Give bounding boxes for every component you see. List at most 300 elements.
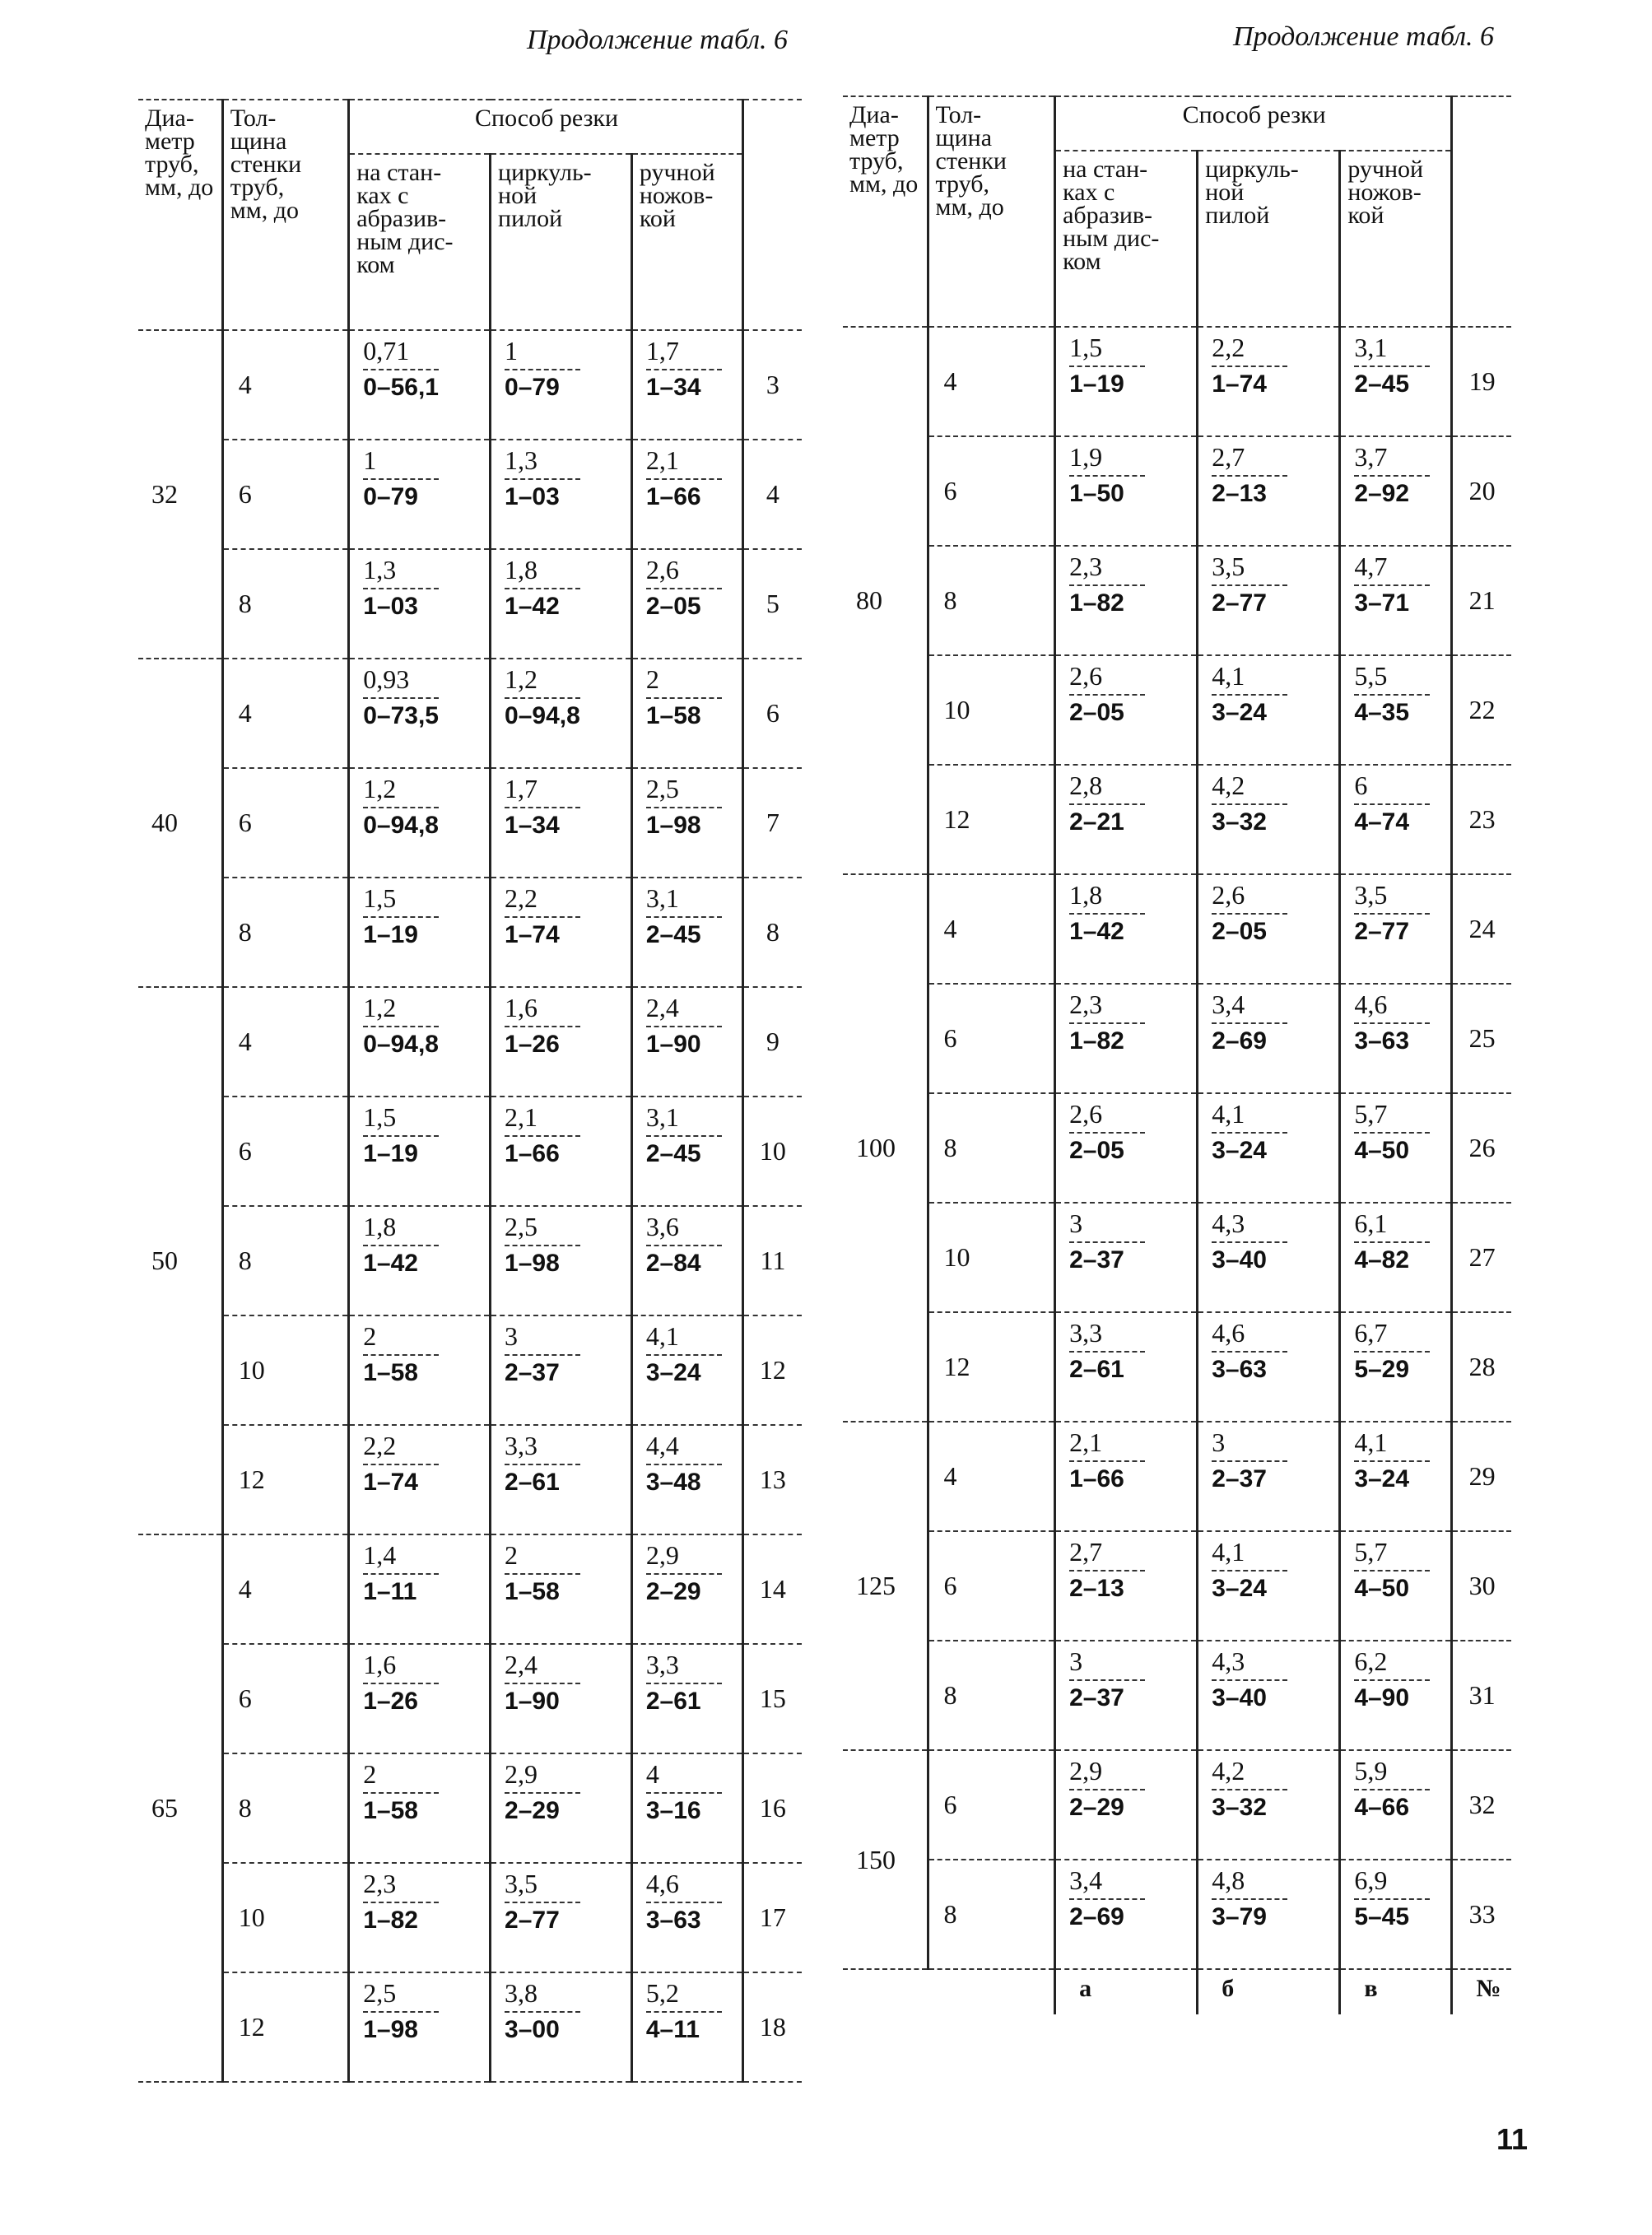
denominator: 2–84 [645,1250,701,1277]
numerator: 3 [1212,1427,1226,1457]
thickness-cell: 8 [928,1093,1055,1203]
denominator: 1–98 [645,812,701,839]
row-number: 25 [1452,984,1511,1093]
numerator: 4,1 [1212,661,1245,691]
row-number: 20 [1452,436,1511,546]
denominator: 1–11 [363,1578,417,1605]
value-cell-a [349,1315,491,1425]
value-cell-b [491,1206,632,1315]
fraction-line [646,1902,722,1903]
thickness-cell: 12 [928,765,1055,874]
numerator: 2 [363,1321,377,1351]
fraction-line [646,1464,722,1465]
numerator: 6,7 [1354,1318,1388,1348]
denominator: 1–74 [1212,370,1267,398]
fraction-line [363,1683,439,1684]
table-row [843,1203,1511,1312]
value-cell-c [631,1644,742,1753]
fraction-line [1212,1679,1287,1681]
row-number: 12 [742,1315,802,1425]
fraction-line [363,1464,439,1465]
value-cell-b [491,1972,632,2082]
row-number: 3 [766,370,779,399]
fraction-line [1354,913,1430,915]
table-row [843,1531,1511,1641]
denominator: 1–58 [645,702,701,729]
value-cell-c [631,987,742,1097]
numerator: 5,7 [1354,1099,1388,1129]
denominator: 1–82 [1069,589,1124,617]
numerator: 3 [505,1321,519,1351]
denominator: 5–29 [1354,1356,1410,1383]
fraction-line [505,1245,580,1246]
denominator: 1–03 [505,483,560,510]
diameter-cell: 125 [843,1422,928,1750]
denominator: 2–77 [1354,918,1410,945]
value-cell-b [1198,984,1340,1093]
fraction-line [1069,366,1145,367]
fraction-line [505,1902,580,1903]
denominator: 2–61 [645,1688,701,1715]
numerator: 2,2 [1212,333,1245,362]
denominator: 3–32 [1212,808,1267,836]
numerator: 1,3 [363,555,397,584]
numerator: 3,1 [1354,333,1388,362]
denominator: 4–11 [645,2016,700,2043]
fraction-line [363,697,439,699]
table-row [843,1093,1511,1203]
fraction-line [363,1573,439,1575]
numerator: 2,6 [1069,661,1103,691]
fraction-line [1354,803,1430,805]
row-number: 22 [1452,655,1511,765]
table-row [843,546,1511,655]
denominator: 1–19 [363,1140,418,1167]
denominator: 3–71 [1354,589,1410,617]
numerator: 2,1 [645,445,679,475]
value-cell-a [349,768,491,878]
value-cell-c [1340,655,1452,765]
value-cell-a [1055,984,1198,1093]
value-cell-a [349,330,491,440]
numerator: 4,7 [1354,552,1388,581]
fraction-line [1354,1898,1430,1900]
table-row [843,1860,1511,1969]
denominator: 3–24 [1212,699,1267,726]
denominator: 1–98 [505,1250,560,1277]
table-row [138,1644,802,1753]
numerator: 2,4 [505,1650,538,1679]
numerator: 2,3 [1069,552,1103,581]
value-cell-b [1198,327,1340,436]
row-number: 23 [1452,765,1511,874]
value-cell-b [491,768,632,878]
diameter-cell: 65 [138,1534,222,2082]
denominator: 2–13 [1069,1575,1124,1602]
numerator: 6 [1354,771,1368,800]
numerator: 6,2 [1354,1646,1388,1676]
row-number: 19 [1468,366,1496,396]
numerator: 2,9 [645,1540,679,1570]
denominator: 1–90 [645,1031,701,1058]
numerator: 4,3 [1212,1646,1245,1676]
value-cell-c [1340,984,1452,1093]
value-cell-c [1340,1203,1452,1312]
denominator: 2–69 [1069,1903,1124,1930]
table-row [843,1312,1511,1422]
table-row [138,1097,802,1206]
value-cell-a [1055,436,1198,546]
fraction-line [505,478,580,480]
numerator: 2,3 [1069,989,1103,1019]
numerator: 0,93 [363,664,410,694]
thickness-cell: 4 [222,659,348,768]
denominator: 2–29 [1069,1794,1124,1821]
value-cell-a [349,440,491,549]
numerator: 1,3 [505,445,538,475]
denominator: 1–58 [363,1797,418,1824]
denominator: 0–94,8 [505,702,580,729]
value-cell-b [491,1425,632,1534]
row-number: 16 [742,1753,802,1863]
fraction-line [363,1135,439,1137]
numerator: 2,9 [505,1759,538,1789]
thickness-cell: 4 [222,1534,348,1644]
value-cell-a [349,1206,491,1315]
header-method: Способ резки [349,100,743,154]
thickness-cell: 6 [928,1531,1055,1641]
denominator: 2–29 [505,1797,560,1824]
value-cell-c [1340,1531,1452,1641]
thickness-cell: 4 [928,327,1055,436]
fraction-line [363,2011,439,2013]
value-cell-c [1340,765,1452,874]
header-method-circular: циркуль- ной пилой [1198,151,1340,327]
denominator: 3–24 [1212,1137,1267,1164]
value-cell-a [1055,1422,1198,1531]
numerator: 1,6 [505,993,538,1022]
denominator: 1–74 [505,921,560,948]
thickness-cell: 12 [222,1972,348,2082]
thickness-cell: 12 [222,1425,348,1534]
value-cell-b [1198,874,1340,984]
thickness-cell: 8 [222,549,348,659]
thickness-cell: 8 [222,878,348,987]
fraction-line [363,1245,439,1246]
numerator: 3 [1069,1208,1083,1238]
table-row [843,874,1511,984]
fraction-line [1212,1460,1287,1462]
denominator: 2–45 [645,1140,701,1167]
denominator: 3–79 [1212,1903,1267,1930]
value-cell-b [1198,1750,1340,1860]
value-cell-a [1055,874,1198,984]
denominator: 1–42 [505,593,560,620]
thickness-cell: 12 [928,1312,1055,1422]
value-cell-a [1055,1531,1198,1641]
fraction-line [1069,584,1145,586]
fraction-line [1354,1351,1430,1353]
fraction-line [646,1354,722,1356]
value-cell-b [1198,1203,1340,1312]
table-row [138,1315,802,1425]
denominator: 2–61 [1069,1356,1124,1383]
value-cell-c [1340,1860,1452,1969]
value-cell-b [1198,546,1340,655]
value-cell-a [1055,1750,1198,1860]
value-cell-c [631,1315,742,1425]
fraction-line [1354,1241,1430,1243]
fraction-line [646,807,722,808]
row-number: 14 [742,1534,802,1644]
row-number: 32 [1452,1750,1511,1860]
denominator: 3–40 [1212,1246,1267,1273]
denominator: 2–92 [1354,480,1410,507]
fraction-line [1212,366,1287,367]
numerator: 3,1 [645,1102,679,1132]
denominator: 3–24 [1354,1465,1410,1492]
denominator: 3–16 [645,1797,701,1824]
table-row [138,440,802,549]
numerator: 2 [645,664,659,694]
table-row [843,436,1511,546]
fraction-line [1069,475,1145,477]
fraction-line [646,916,722,918]
value-cell-c [631,1425,742,1534]
denominator: 2–37 [1069,1684,1124,1711]
numerator: 2,5 [363,1978,397,2008]
table-row [138,1972,802,2082]
numerator: 3,7 [1354,442,1388,472]
value-cell-b [491,1534,632,1644]
value-cell-b [491,1315,632,1425]
footer-col-a: а [1055,1969,1198,2014]
numerator: 3,3 [1069,1318,1103,1348]
numerator: 4,2 [1212,1756,1245,1786]
value-cell-a [349,1534,491,1644]
value-cell-c [631,1753,742,1863]
numerator: 1,2 [505,664,538,694]
row-number: 10 [742,1097,802,1206]
numerator: 4,2 [1212,771,1245,800]
fraction-line [1069,694,1145,696]
denominator: 1–19 [1069,370,1124,398]
value-cell-a [349,878,491,987]
denominator: 2–05 [1069,699,1124,726]
numerator: 6,9 [1354,1865,1388,1895]
diameter-cell: 100 [843,874,928,1422]
value-cell-b [491,878,632,987]
value-cell-c [1340,874,1452,984]
header-method-hacksaw: ручной ножов- кой [1340,151,1452,327]
numerator: 4,1 [1212,1099,1245,1129]
value-cell-a [349,1097,491,1206]
row-number: 28 [1452,1312,1511,1422]
fraction-line [505,2011,580,2013]
denominator: 1–26 [363,1688,418,1715]
numerator: 1 [363,445,377,475]
denominator: 2–29 [645,1578,701,1605]
thickness-cell: 4 [222,330,348,440]
fraction-line [1354,1679,1430,1681]
value-cell-c [631,1097,742,1206]
header-method-abrasive: на стан- ках с абразив- ным дис- ком [349,154,491,330]
fraction-line [505,807,580,808]
numerator: 1,5 [363,1102,397,1132]
value-cell-a [1055,1203,1198,1312]
denominator: 3–24 [1212,1575,1267,1602]
header-method-abrasive: на стан- ках с абразив- ным дис- ком [1055,151,1198,327]
value-cell-a [1055,1641,1198,1750]
table-row [138,878,802,987]
thickness-cell: 6 [928,436,1055,546]
denominator: 2–77 [505,1907,560,1934]
header-method-circular: циркуль- ной пилой [491,154,632,330]
denominator: 0–94,8 [363,1031,439,1058]
denominator: 2–37 [505,1359,560,1386]
denominator: 2–05 [1069,1137,1124,1164]
fraction-line [505,697,580,699]
denominator: 2–61 [505,1469,560,1496]
value-cell-a [1055,546,1198,655]
fraction-line [646,1135,722,1137]
numerator: 6,1 [1354,1208,1388,1238]
fraction-line [646,1573,722,1575]
numerator: 0,71 [363,336,410,366]
numerator: 4,6 [645,1869,679,1898]
fraction-line [505,1573,580,1575]
numerator: 2,7 [1212,442,1245,472]
fraction-line [646,1683,722,1684]
value-cell-c [631,330,742,440]
fraction-line [646,478,722,480]
denominator: 4–66 [1354,1794,1410,1821]
row-number: 5 [742,549,802,659]
row-number: 7 [742,768,802,878]
fraction-line [1069,1241,1145,1243]
numerator: 2,4 [645,993,679,1022]
footer-col-c: в [1340,1969,1452,2014]
thickness-cell: 6 [222,1097,348,1206]
denominator: 3–63 [1212,1356,1267,1383]
fraction-line [1069,1460,1145,1462]
numerator: 2,8 [1069,771,1103,800]
numerator: 4,1 [1212,1537,1245,1567]
diameter-cell: 80 [843,327,928,874]
value-cell-c [631,1206,742,1315]
value-cell-c [1340,1312,1452,1422]
value-cell-c [631,878,742,987]
numerator: 1,2 [363,774,397,803]
fraction-line [1212,1898,1287,1900]
table-row [138,1753,802,1863]
denominator: 2–05 [1212,918,1267,945]
fraction-line [1212,694,1287,696]
table-row [138,549,802,659]
table-row [138,1425,802,1534]
fraction-line [1212,1132,1287,1134]
fraction-line [1354,584,1430,586]
value-cell-a [349,1425,491,1534]
numerator: 3,3 [645,1650,679,1679]
value-cell-a [1055,1312,1198,1422]
thickness-cell: 8 [928,546,1055,655]
denominator: 1–90 [505,1688,560,1715]
footer-col-b: б [1198,1969,1340,2014]
thickness-cell: 8 [222,1753,348,1863]
table-row [843,327,1511,436]
numerator: 4,1 [645,1321,679,1351]
fraction-line [1212,584,1287,586]
denominator: 3–00 [505,2016,560,2043]
row-number: 13 [742,1425,802,1534]
thickness-cell: 6 [222,440,348,549]
fraction-line [1212,1241,1287,1243]
denominator: 1–66 [1069,1465,1124,1492]
value-cell-b [491,1097,632,1206]
denominator: 2–77 [1212,589,1267,617]
fraction-line [505,916,580,918]
thickness-cell: 6 [222,1644,348,1753]
denominator: 1–74 [363,1469,418,1496]
fraction-line [1069,1898,1145,1900]
fraction-line [1354,1132,1430,1134]
value-cell-b [491,549,632,659]
numerator: 3,5 [1212,552,1245,581]
denominator: 1–82 [363,1907,418,1934]
value-cell-b [1198,1422,1340,1531]
value-cell-a [349,549,491,659]
row-number: 24 [1452,874,1511,984]
numerator: 3,4 [1212,989,1245,1019]
row-number: 11 [742,1206,802,1315]
fraction-line [1354,1789,1430,1790]
value-cell-b [1198,436,1340,546]
value-cell-c [1340,546,1452,655]
numerator: 2,5 [645,774,679,803]
numerator: 2,3 [363,1869,397,1898]
fraction-line [505,1135,580,1137]
denominator: 1–19 [363,921,418,948]
numerator: 1,6 [363,1650,397,1679]
numerator: 3,5 [505,1869,538,1898]
value-cell-c [631,659,742,768]
fraction-line [363,916,439,918]
left-table [138,99,802,2086]
thickness-cell: 10 [928,655,1055,765]
value-cell-b [491,987,632,1097]
numerator: 2 [363,1759,377,1789]
row-number: 4 [742,440,802,549]
fraction-line [363,1792,439,1794]
fraction-line [363,1902,439,1903]
fraction-line [505,1464,580,1465]
numerator: 4,8 [1212,1865,1245,1895]
numerator: 3 [1069,1646,1083,1676]
value-cell-a [1055,1093,1198,1203]
denominator: 1–82 [1069,1027,1124,1055]
thickness-cell: 8 [222,1206,348,1315]
numerator: 2,9 [1069,1756,1103,1786]
value-cell-a [349,1644,491,1753]
denominator: 1–42 [363,1250,418,1277]
table-row [843,655,1511,765]
denominator: 3–24 [645,1359,701,1386]
value-cell-b [491,1863,632,1972]
fraction-line [1069,1022,1145,1024]
value-cell-c [631,1863,742,1972]
table-row [843,765,1511,874]
